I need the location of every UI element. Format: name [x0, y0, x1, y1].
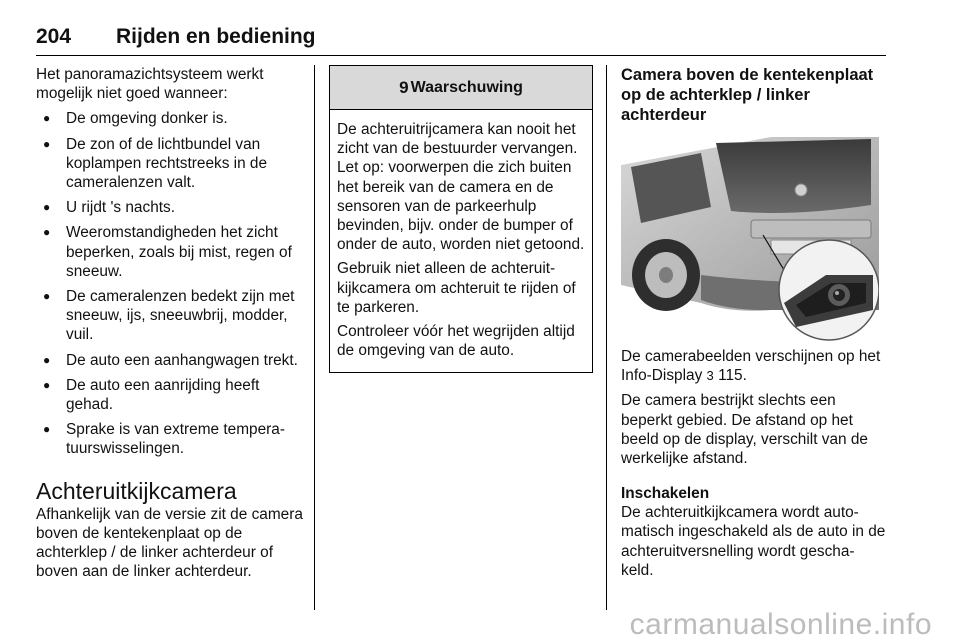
warning-header — [330, 66, 592, 110]
subheading: Inschakelen — [621, 485, 710, 503]
column-divider — [314, 65, 315, 610]
warning-body — [330, 110, 592, 372]
page-ref-arrow-icon: 3 — [706, 368, 714, 384]
rear-van-illustration — [621, 135, 879, 347]
conditions-list — [36, 109, 304, 458]
warning-paragraph: De achteruitrijcamera kan nooit het zicht van de bestuurder vervangen. Let op: voorwerpen die zich buiten het bereik van de camera en de sensoren van de parkeerhulp bevinden, bijv. onder de bumper of onder de auto, worden niet getoond. — [337, 121, 585, 254]
list-item: ● Weeromstandigheden het zicht beperken, zoals bij mist, regen of sneeuw. — [36, 223, 304, 281]
list-item: ● U rijdt 's nachts. — [36, 198, 304, 217]
warning-paragraph: Controleer vóór het wegrijden altijd de omgeving van de auto. — [337, 323, 575, 360]
range-paragraph: De camera bestrijkt slechts een beperkt gebied. De afstand op het beeld op de display, verschilt van de werkelijke afstand. — [621, 392, 868, 468]
page-number: 204 — [36, 25, 72, 48]
warning-box — [329, 65, 593, 373]
right-column — [621, 65, 887, 580]
display-paragraph — [621, 347, 887, 385]
camera-location-text: Afhankelijk van de versie zit de camera boven de kentekenplaat op de achterklep / de linker achterdeur of boven aan de linker achterdeur. — [36, 505, 303, 581]
left-column — [36, 65, 304, 581]
list-item: ● De omgeving donker is. — [36, 109, 304, 128]
page-reference[interactable]: 115. — [718, 367, 747, 385]
list-item: ● De cameralenzen bedekt zijn met sneeuw, ijs, sneeuwbrij, modder, vuil. — [36, 287, 304, 345]
camera-heading: Camera boven de kentekenplaat op de achterklep / linker achterdeur — [621, 66, 874, 124]
list-item: ● De zon of de lichtbundel van koplampen rechtstreeks in de cameralenzen valt. — [36, 135, 304, 193]
list-item: ● De auto een aanhangwagen trekt. — [36, 351, 304, 370]
watermark: carmanualsonline.info — [629, 608, 932, 641]
camera-text — [621, 347, 887, 580]
page-header — [36, 25, 886, 56]
warning-title: Waarschuwing — [410, 78, 523, 96]
display-text: De camerabeelden verschijnen op het Info-Display — [621, 348, 881, 385]
warning-paragraph: Gebruik niet alleen de achteruit- kijkcamera om achteruit te rijden of te parkeren. — [337, 260, 576, 316]
column-divider — [606, 65, 607, 610]
camera-illustration — [621, 135, 879, 347]
warning-icon: 9 — [399, 77, 409, 97]
activation-paragraph: De achteruitkijkcamera wordt auto- matisch ingeschakeld als de auto in de achteruitversnelling wordt gescha- keld. — [621, 504, 886, 579]
list-item: ● Sprake is van extreme tempera- tuurswisselingen. — [36, 420, 304, 458]
list-item: ● De auto een aanrijding heeft gehad. — [36, 376, 304, 414]
intro-text: Het panoramazichtsysteem werkt mogelijk niet goed wanneer: — [36, 66, 264, 103]
section-heading: Achteruitkijkcamera — [36, 477, 237, 504]
section-title: Rijden en bediening — [116, 25, 316, 48]
